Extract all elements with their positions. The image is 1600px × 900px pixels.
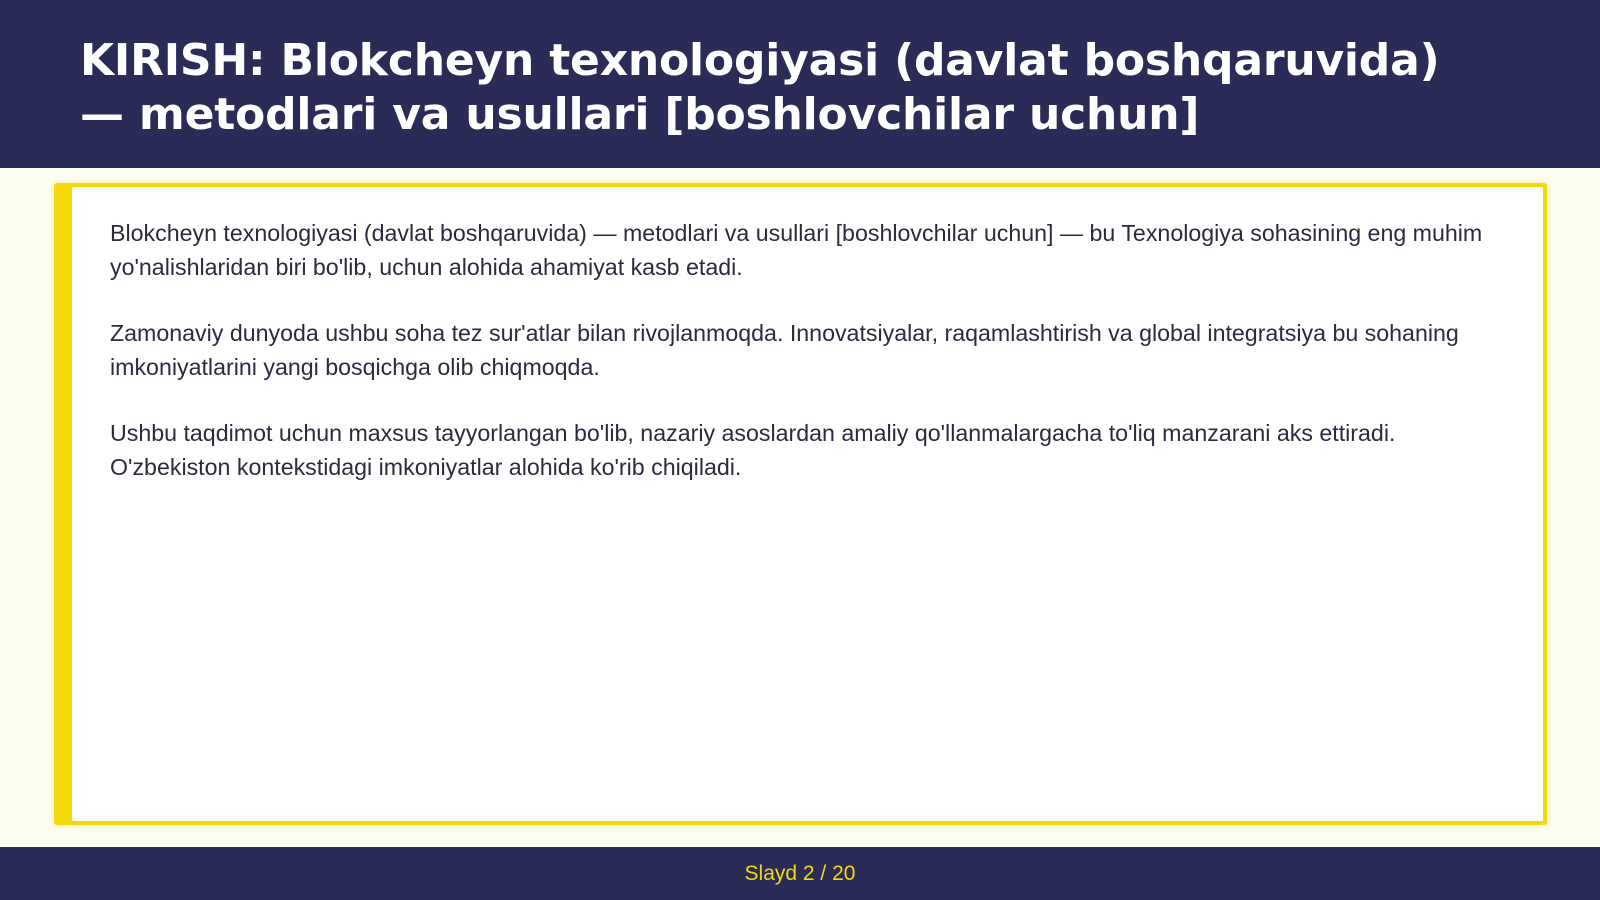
intro-paragraph: Blokcheyn texnologiyasi (davlat boshqaruvida) — metodlari va usullari [boshlovchilar uchun] — bu Texnologiya sohasining eng muhim yo'nalishlaridan biri bo'lib, uchun alohida ahamiyat kasb etadi. [110,220,1483,280]
purpose-paragraph: Ushbu taqdimot uchun maxsus tayyorlangan bo'lib, nazariy asoslardan amaliy qo'llanmalargacha to'liq manzarani aks ettiradi. O'zbekiston kontekstidagi imkoniyatlar alohida ko'rib chiqiladi. [110,420,1396,480]
slide-footer [0,847,1600,900]
content-card [54,183,1547,825]
context-paragraph: Zamonaviy dunyoda ushbu soha tez sur'atlar bilan rivojlanmoqda. Innovatsiyalar, raqamlashtirish va global integratsiya bu sohaning imkoniyatlarini yangi bosqichga olib chiqmoqda. [110,320,1459,380]
slide-header [0,0,1600,168]
slide-title: KIRISH: Blokcheyn texnologiyasi (davlat boshqaruvida) — metodlari va usullari [boshlovchilar uchun] [80,35,1440,140]
slide-counter: Slayd 2 / 20 [744,861,856,885]
